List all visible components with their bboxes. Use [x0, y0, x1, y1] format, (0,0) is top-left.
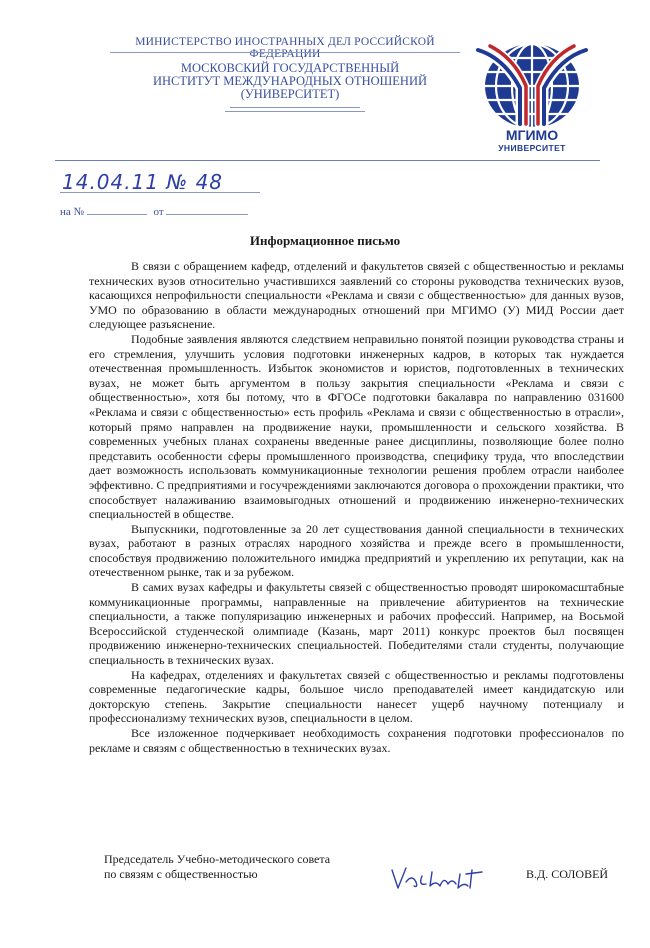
- header-underline-2: [225, 111, 365, 112]
- signer-position: [104, 852, 330, 882]
- institution-line-2: ИНСТИТУТ МЕЖДУНАРОДНЫХ ОТНОШЕНИЙ: [153, 74, 427, 88]
- logo-subtitle: УНИВЕРСИТЕТ: [498, 143, 566, 153]
- paragraph-3: Выпускники, подготовленные за 20 лет существования данной специальности в технических вузах, работают в разных отраслях народного хозяйства и прежде всего в промышленности, способствуя продвижению положительного имиджа предприятий и укреплению их репутации, как на отечественном рынке, так и за рубежом.: [89, 521, 624, 580]
- letterhead-divider: [55, 160, 600, 161]
- ot-label: от: [153, 206, 164, 218]
- paragraph-6: Все изложенное подчеркивает необходимость сохранения подготовки профессионалов по рекламе и связям с общественностью в технических вузах.: [89, 726, 624, 755]
- signer-position-line-2: по связям с общественностью: [104, 867, 258, 881]
- ot-blank: [166, 214, 248, 215]
- na-blank: [87, 214, 147, 215]
- ministry-name: МИНИСТЕРСТВО ИНОСТРАННЫХ ДЕЛ РОССИЙСКОЙ ФЕДЕРАЦИИ: [135, 36, 435, 60]
- paragraph-2: Подобные заявления являются следствием неправильно понятой позиции руководства страны и его стремления, улучшить условия подготовки инженерных кадров, в которых так нуждается отечественная промышленность. Избыток экономистов и юристов, подготовленных в технических вузах, не может быть аргументом в пользу закрытия специальности «Реклама и связи с общественностью», хотя бы потому, что в ФГОСе подготовки бакалавра по направлению 031600 «Реклама и связи с общественностью» есть профиль «Реклама и связи с общественностью в отрасли», который прямо направлен на продвижение науки, промышленности и сельского хозяйства. В современных учебных планах сохранены введенные ранее дисциплины, позволяющие более полно представить особенности сферы промышленного производства, специфику труда, что впоследствии дает возможность использовать коммуникационные технологии решения проблем отрасли наиболее эффективно. С предприятиями и госучреждениями заключаются договора о прохождении практики, что способствует налаживанию взаимовыгодных отношений и продвижению инженерно-технических специальностей в обществе.: [89, 331, 624, 522]
- paragraph-1: В связи с обращением кафедр, отделений и факультетов связей с общественностью и рекламы технических вузов относительно участившихся заявлений со стороны руководства технических вузов, касающихся непрофильности специальности «Реклама и связи с общественностью» для данных вузов, УМО по образованию в области международных отношений при МГИМО (У) МИД России дает следующее разъяснение.: [89, 259, 624, 332]
- logo-name: МГИМО: [505, 127, 559, 143]
- reference-line: [60, 192, 260, 193]
- handwritten-signature: [388, 862, 488, 894]
- institution-name: [120, 62, 460, 101]
- paragraph-5: На кафедрах, отделениях и факультетах связей с общественностью и рекламы подготовлены современные педагогические кадры, большое число преподавателей имеет кандидатскую или докторскую степень. Закрытие специальности нанесет ущерб научному потенциалу и профессионализму технических вузов, специальности в целом.: [89, 667, 624, 726]
- header-divider: [110, 52, 460, 53]
- paragraph-4: В самих вузах кафедры и факультеты связей с общественностью проводят широкомасштабные коммуникационные программы, направленные на привлечение абитуриентов на технические специальности, а также популяризацию инженерных и рабочих профессий. Например, на Восьмой Всероссийской студенческой олимпиаде (Казань, март 2011) конкурс проектов был посвящен продвижению инженерно-технических специальностей. Победителями стали студенты, получающие специальность в технических вузах.: [89, 580, 624, 668]
- header-underline-1: [230, 107, 360, 108]
- signer-name: В.Д. СОЛОВЕЙ: [526, 867, 609, 881]
- reference-na-line: [60, 206, 248, 218]
- signer-position-line-1: Председатель Учебно-методического совета: [104, 852, 331, 866]
- na-label: на №: [60, 206, 85, 218]
- handwritten-reference: 14.04.11 № 48: [62, 170, 224, 194]
- institution-line-1: МОСКОВСКИЙ ГОСУДАРСТВЕННЫЙ: [180, 61, 400, 75]
- letter-title: Информационное письмо: [249, 233, 401, 248]
- institution-line-3: (УНИВЕРСИТЕТ): [240, 87, 340, 101]
- letter-body: [89, 259, 624, 755]
